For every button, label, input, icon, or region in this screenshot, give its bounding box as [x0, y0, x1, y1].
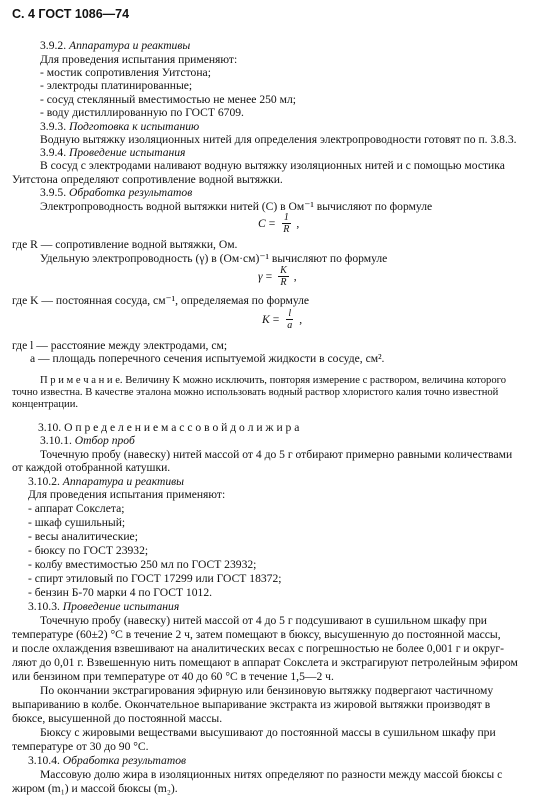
fraction-denominator: a	[287, 320, 293, 331]
section-number: 3.10.3.	[28, 600, 60, 613]
formula-intro-line: Удельную электропроводность (γ) в (Ом·см)⁻¹ вычисляют по формуле	[40, 252, 388, 265]
list-item: - спирт этиловый по ГОСТ 17299 или ГОСТ 18372;	[28, 572, 282, 585]
note-line: концентрации.	[12, 399, 79, 410]
formula-cell-constant	[262, 308, 302, 331]
section-3-9-4-text-line: В сосуд с электродами наливают водную вытяжку изоляционных нитей и с помощью мостика	[40, 159, 505, 172]
paragraph-line: Бюксу с жировыми веществами высушивают до постоянной массы в сушильном шкафу при	[40, 726, 496, 739]
section-number: 3.9.4.	[40, 146, 67, 159]
list-item: - воду дистиллированную по ГОСТ 6709.	[40, 106, 244, 119]
paragraph-line: жиром (m₁) и массой бюксы (m₂).	[12, 782, 178, 795]
formula-variable: K	[262, 313, 270, 326]
formula-fraction	[285, 308, 294, 331]
formula-variable: γ	[258, 270, 263, 283]
page-header: С. 4 ГОСТ 1086—74	[12, 7, 130, 21]
section-number: 3.10.4.	[28, 754, 60, 767]
paragraph-line: бюксе, высушенной до постоянной массы.	[12, 712, 223, 725]
list-item: - мостик сопротивления Уитстона;	[40, 66, 211, 79]
fraction-numerator: K	[280, 265, 287, 276]
section-3-9-2-intro: Для проведения испытания применяют:	[40, 53, 238, 66]
list-item: - бензин Б-70 марки 4 по ГОСТ 1012.	[28, 586, 213, 599]
note-line: П р и м е ч а н и е. Величину K можно исключить, повторяя измерение с раствором, величина которого	[40, 375, 507, 386]
list-item: - колбу вместимостью 250 мл по ГОСТ 23932;	[28, 558, 257, 571]
section-title: Аппаратура и реактивы	[69, 39, 191, 52]
list-item: - аппарат Сокслета;	[28, 502, 125, 515]
formula-equals: =	[265, 270, 273, 283]
section-3-10-3-heading	[28, 600, 533, 614]
fraction-denominator: R	[280, 277, 287, 288]
paragraph-line: или бензином при температуре от 40 до 60 °С в течение 1,5—2 ч.	[12, 670, 334, 683]
formula-conductivity	[258, 212, 299, 235]
list-item: - сосуд стеклянный вместимостью не менее 250 мл;	[40, 93, 296, 106]
paragraph-line: температуре от 30 до 90 °С.	[12, 740, 149, 753]
formula-explanation: где l — расстояние между электродами, см;	[12, 339, 228, 352]
section-3-10-2-heading	[28, 475, 533, 489]
fraction-denominator: R	[283, 224, 290, 235]
formula-fraction	[281, 212, 291, 235]
section-number: 3.9.2.	[40, 39, 67, 52]
section-title: Обработка результатов	[69, 186, 193, 199]
formula-comma: ,	[296, 217, 300, 230]
formula-fraction	[278, 265, 289, 288]
formula-comma: ,	[293, 270, 297, 283]
section-3-9-2-heading	[40, 39, 545, 53]
paragraph-line: Точечную пробу (навеску) нитей массой от 4 до 5 г подсушивают в сушильном шкафу при	[40, 614, 487, 627]
list-item: - бюксу по ГОСТ 23932;	[28, 544, 149, 557]
formula-equals: =	[272, 313, 280, 326]
section-title: Проведение испытания	[69, 146, 186, 159]
section-number: 3.10.2.	[28, 475, 60, 488]
section-title: Отбор проб	[74, 434, 135, 447]
section-3-9-3-text: Водную вытяжку изоляционных нитей для определения электропроводности готовят по п. 3.8.3.	[40, 133, 517, 146]
section-number: 3.10.1.	[40, 434, 72, 447]
paragraph-line: ляют до 0,01 г. Взвешенную нить помещают в аппарат Сокслета и экстрагируют петролейным эфиром	[12, 656, 518, 669]
paragraph-line: выпариванию в колбе. Окончательное выпаривание экстракта из жировой вытяжки производят в	[12, 698, 491, 711]
formula-equals: =	[268, 217, 276, 230]
section-3-9-4-text-line: Уитстона определяют сопротивление водной вытяжки.	[12, 173, 283, 186]
note-line: точно известна. В качестве эталона можно использовать водный раствор хлористого калия точно известной	[12, 387, 499, 398]
formula-variable: C	[258, 217, 266, 230]
section-3-10-4-heading	[28, 754, 533, 768]
formula-comma: ,	[299, 313, 303, 326]
paragraph-line: температуре (60±2) °С в течение 2 ч, затем помещают в бюксу, высушенную до постоянной массы,	[12, 628, 501, 641]
paragraph-line: от каждой отобранной катушки.	[12, 461, 171, 474]
section-number: 3.9.5.	[40, 186, 67, 199]
section-3-9-4-heading	[40, 146, 545, 160]
list-item: - электроды платинированные;	[40, 79, 193, 92]
list-item: - шкаф сушильный;	[28, 516, 126, 529]
section-3-9-3-heading	[40, 120, 545, 134]
paragraph-line: Массовую долю жира в изоляционных нитях определяют по разности между массой бюксы с	[40, 768, 503, 781]
formula-specific-conductivity	[258, 265, 297, 288]
formula-explanation: a — площадь поперечного сечения испытуемой жидкости в сосуде, см².	[30, 352, 385, 365]
formula-explanation: где K — постоянная сосуда, см⁻¹, определяемая по формуле	[12, 294, 310, 307]
list-item: - весы аналитические;	[28, 530, 138, 543]
section-title: Аппаратура и реактивы	[62, 475, 185, 488]
paragraph-line: По окончании экстрагирования эфирную или бензиновую вытяжку подвергают частичному	[40, 684, 494, 697]
paragraph-line: и после охлаждения взвешивают на аналитических весах с погрешностью не более 0,001 г и округ-	[12, 642, 505, 655]
section-3-10-heading: 3.10. О п р е д е л е н и е м а с с о в о й д о л и ж и р а	[38, 421, 300, 434]
formula-intro-line: Электропроводность водной вытяжки нитей (С) в Ом⁻¹ вычисляют по формуле	[40, 200, 433, 213]
section-title: Обработка результатов	[62, 754, 187, 767]
fraction-numerator: l	[288, 308, 292, 319]
formula-explanation: где R — сопротивление водной вытяжки, Ом.	[12, 238, 238, 251]
paragraph-line: Точечную пробу (навеску) нитей массой от 4 до 5 г отбирают примерно равными количествами	[40, 448, 513, 461]
section-3-10-1-heading	[40, 434, 545, 448]
section-title: Проведение испытания	[62, 600, 180, 613]
fraction-numerator: 1	[283, 212, 289, 223]
section-title: Подготовка к испытанию	[69, 120, 200, 133]
section-3-10-2-intro: Для проведения испытания применяют:	[28, 488, 226, 501]
section-number: 3.9.3.	[40, 120, 67, 133]
section-3-9-5-heading	[40, 186, 545, 200]
